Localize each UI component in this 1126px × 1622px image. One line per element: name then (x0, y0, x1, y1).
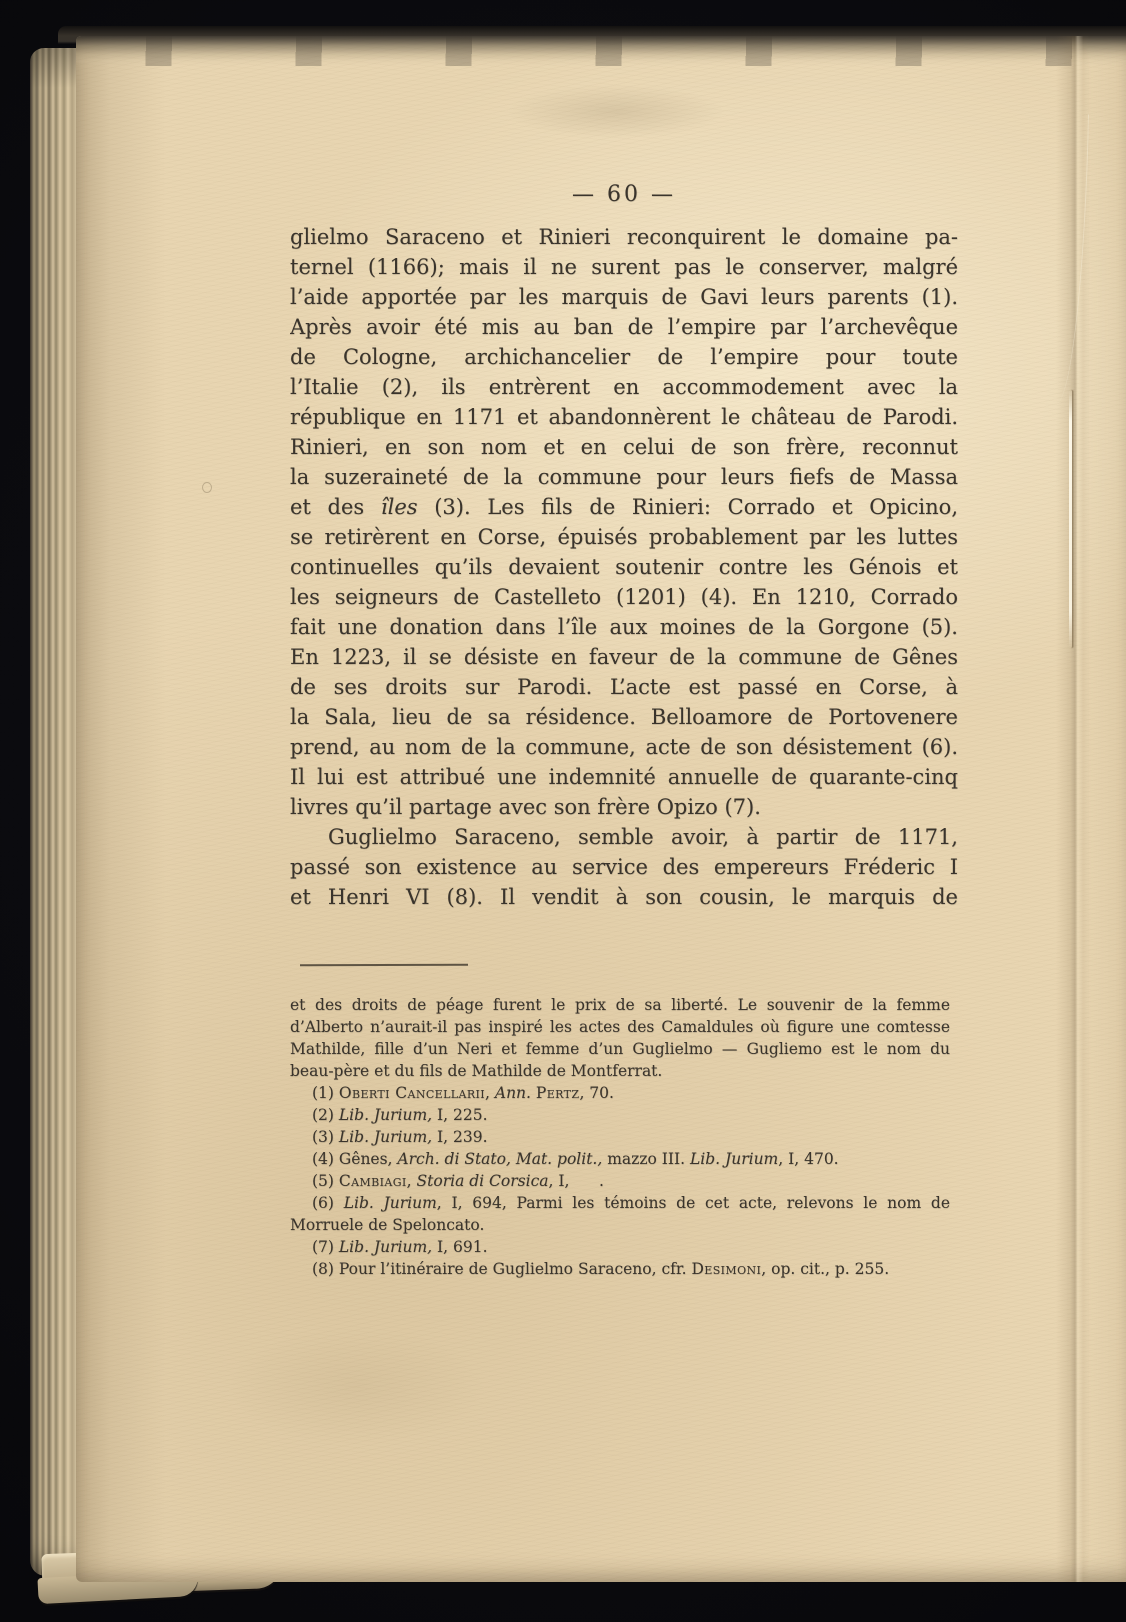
ink-speck (202, 482, 212, 493)
text-line: l’aide apportée par les marquis de Gavi leurs parents (1). (290, 285, 958, 309)
footnote-separator (300, 964, 468, 967)
text-line: passé son existence au service des empereurs Fréderic I (290, 855, 958, 879)
footnote-line: (2) Lib. Jurium, I, 225. (312, 1106, 488, 1124)
text-line: continuelles qu’ils devaient soutenir contre les Génois et (290, 555, 958, 579)
text-line: de Cologne, archichancelier de l’empire pour toute (290, 345, 958, 369)
text-line: glielmo Saraceno et Rinieri reconquirent le domaine pa- (290, 225, 958, 249)
tear-highlight (1069, 390, 1072, 648)
text-line: les seigneurs de Castelleto (1201) (4). En 1210, Corrado (290, 585, 958, 609)
text-line: Il lui est attribué une indemnité annuelle de quarante-cinq (290, 765, 958, 789)
text-line: se retirèrent en Corse, épuisés probablement par les luttes (290, 525, 958, 549)
footnote-line: (4) Gênes, Arch. di Stato, Mat. polit., mazzo III. Lib. Jurium, I, 470. (312, 1150, 839, 1168)
text-line: l’Italie (2), ils entrèrent en accommodement avec la (290, 375, 958, 399)
text-line: et Henri VI (8). Il vendit à son cousin, le marquis de (290, 885, 958, 909)
page-stack-left-edge (30, 48, 78, 1576)
page-number: — 60 — (572, 182, 676, 207)
footnotes (290, 994, 950, 1280)
footnote-line: d’Alberto n’aurait-il pas inspiré les actes des Camaldules où figure une comtesse (290, 1018, 950, 1036)
footnote-line: (5) Cambiagi, Storia di Corsica, I, . (312, 1172, 604, 1190)
text-line: république en 1171 et abandonnèrent le château de Parodi. (290, 405, 958, 429)
text-line: fait une donation dans l’île aux moines de la Gorgone (5). (290, 615, 958, 639)
main-text (290, 222, 958, 912)
text-line: ternel (1166); mais il ne surent pas le conserver, malgré (290, 255, 958, 279)
footnote-line: (7) Lib. Jurium, I, 691. (312, 1238, 488, 1256)
footnote-line: et des droits de péage furent le prix de sa liberté. Le souvenir de la femme (290, 996, 950, 1014)
text-line: livres qu’il partage avec son frère Opizo (7). (290, 795, 761, 819)
page (76, 36, 1126, 1582)
text-line: En 1223, il se désiste en faveur de la commune de Gênes (290, 645, 958, 669)
text-line: de ses droits sur Parodi. L’acte est passé en Corse, à (290, 675, 958, 699)
text-line: la suzeraineté de la commune pour leurs fiefs de Massa (290, 465, 958, 489)
text-line: et des îles (3). Les fils de Rinieri: Corrado et Opicino, (290, 495, 958, 519)
page-top-deckle-edge (76, 36, 1126, 66)
text-line: Guglielmo Saraceno, semble avoir, à partir de 1171, (328, 825, 958, 849)
text-line: la Sala, lieu de sa résidence. Belloamore de Portovenere (290, 705, 958, 729)
book (30, 24, 1126, 1592)
text-line: prend, au nom de la commune, acte de son désistement (6). (290, 735, 958, 759)
footnote-line: (1) Oberti Cancellarii, Ann. Pertz, 70. (312, 1084, 614, 1102)
footnote-line: (6) Lib. Jurium, I, 694, Parmi les témoins de cet acte, relevons le nom de (312, 1194, 950, 1212)
footnote-line: beau-père et du fils de Mathilde de Montferrat. (290, 1062, 663, 1080)
text-line: Après avoir été mis au ban de l’empire par l’archevêque (290, 315, 958, 339)
footnote-line: Morruele de Speloncato. (290, 1216, 485, 1234)
footnote-line: (8) Pour l’itinéraire de Guglielmo Saraceno, cfr. Desimoni, op. cit., p. 255. (312, 1260, 890, 1278)
text-line: Rinieri, en son nom et en celui de son frère, reconnut (290, 435, 958, 459)
footnote-line: (3) Lib. Jurium, I, 239. (312, 1128, 488, 1146)
paper-stain (226, 1326, 486, 1446)
footnote-line: Mathilde, fille d’un Neri et femme d’un Guglielmo — Gugliemo est le nom du (290, 1040, 950, 1058)
paper-stain (506, 84, 726, 139)
